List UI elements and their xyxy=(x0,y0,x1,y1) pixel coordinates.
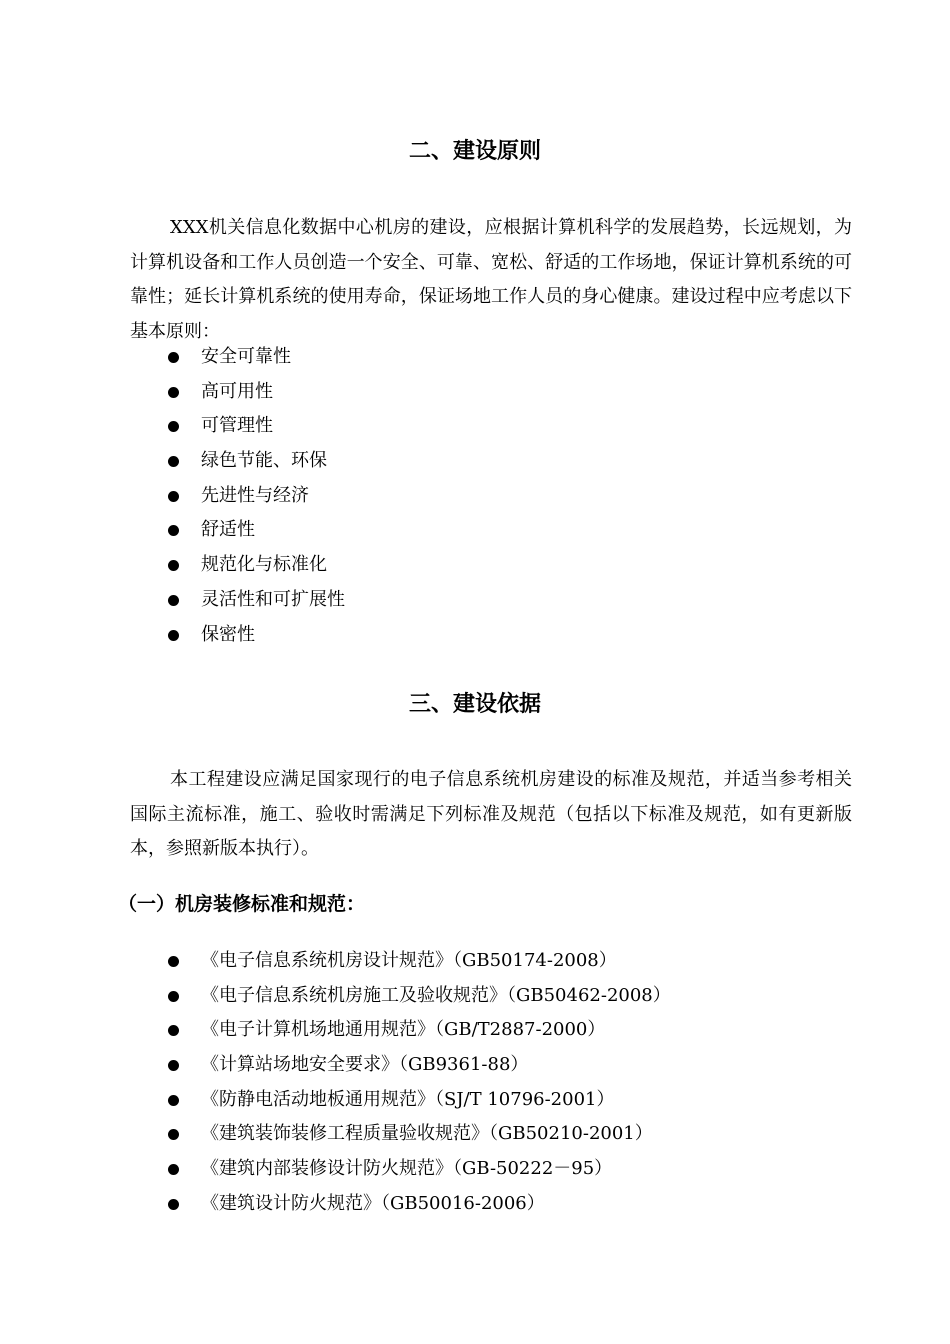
bullet-icon xyxy=(168,560,179,571)
section-3-paragraph: 本工程建设应满足国家现行的电子信息系统机房建设的标准及规范，并适当参考相关国际主流标准，施工、验收时需满足下列标准及规范（包括以下标准及规范，如有更新版本，参照新版本执行）。 xyxy=(130,769,852,859)
section-3-heading: 三、建设依据 xyxy=(408,692,541,717)
bullet-icon xyxy=(168,1095,179,1106)
bullet-icon xyxy=(168,525,179,536)
bullet-icon xyxy=(168,352,179,363)
bullet-icon xyxy=(168,991,179,1002)
section-2-heading: 二、建设原则 xyxy=(408,139,541,164)
subsection-1-heading: （一）机房装修标准和规范： xyxy=(118,893,366,915)
bullet-icon xyxy=(168,1025,179,1036)
bullet-icon xyxy=(168,956,179,967)
bullet-icon xyxy=(168,421,179,432)
bullet-icon xyxy=(168,1129,179,1140)
bullet-icon xyxy=(168,456,179,467)
bullet-icon xyxy=(168,595,179,606)
bullet-icon xyxy=(168,630,179,641)
bullet-icon xyxy=(168,491,179,502)
bullet-icon xyxy=(168,1164,179,1175)
section-2-paragraph: XXX机关信息化数据中心机房的建设，应根据计算机科学的发展趋势，长远规划，为计算机设备和工作人员创造一个安全、可靠、宽松、舒适的工作场地，保证计算机系统的可靠性；延长计算机系统的使用寿命，保证场地工作人员的身心健康。建设过程中应考虑以下基本原则： xyxy=(130,217,852,342)
bullet-icon xyxy=(168,1060,179,1071)
document-page: 二、建设原则 XXX机关信息化数据中心机房的建设，应根据计算机科学的发展趋势，长远规划，为计算机设备和工作人员创造一个安全、可靠、宽松、舒适的工作场地，保证计算机系统的可靠性；延长计算机系统的使用寿命，保证场地工作人员的身心健康。建设过程中应考虑以下基本原则： 安全可靠性 高可用性 可管理性 绿色节能、环保 先进性与经济 舒适性 规范化与标准化 灵活性和可扩展性 保密性 三、建设依据 本工程建设应满足国家现行的电子信息系统机房建设的标准及规范，并适当参考相关国际主流标准，施工、验收时需满足下列标准及规范（包括以下标准及规范，如有更新版本，参照新版本执行）。 （一）机房装修标准和规范： 《电子信息系统机房设计规范》（GB50174-2008） 《电子信息系统机房施工及验收规范》（GB50462-2008） 《电子计算机场地通用规范》（GB/T2887-2000） 《计算站场地安全要求》（GB9361-88） 《防静电活动地板通用规范》（SJ/T 10796-2001） 《建筑装饰装修工程质量验收规范》（GB50210-2001） 《建筑内部装修设计防火规范》（GB-50222－95） 《建筑设计防火规范》（GB50016-2006） xyxy=(0,0,950,1344)
bullet-icon xyxy=(168,387,179,398)
bullet-icon xyxy=(168,1199,179,1210)
